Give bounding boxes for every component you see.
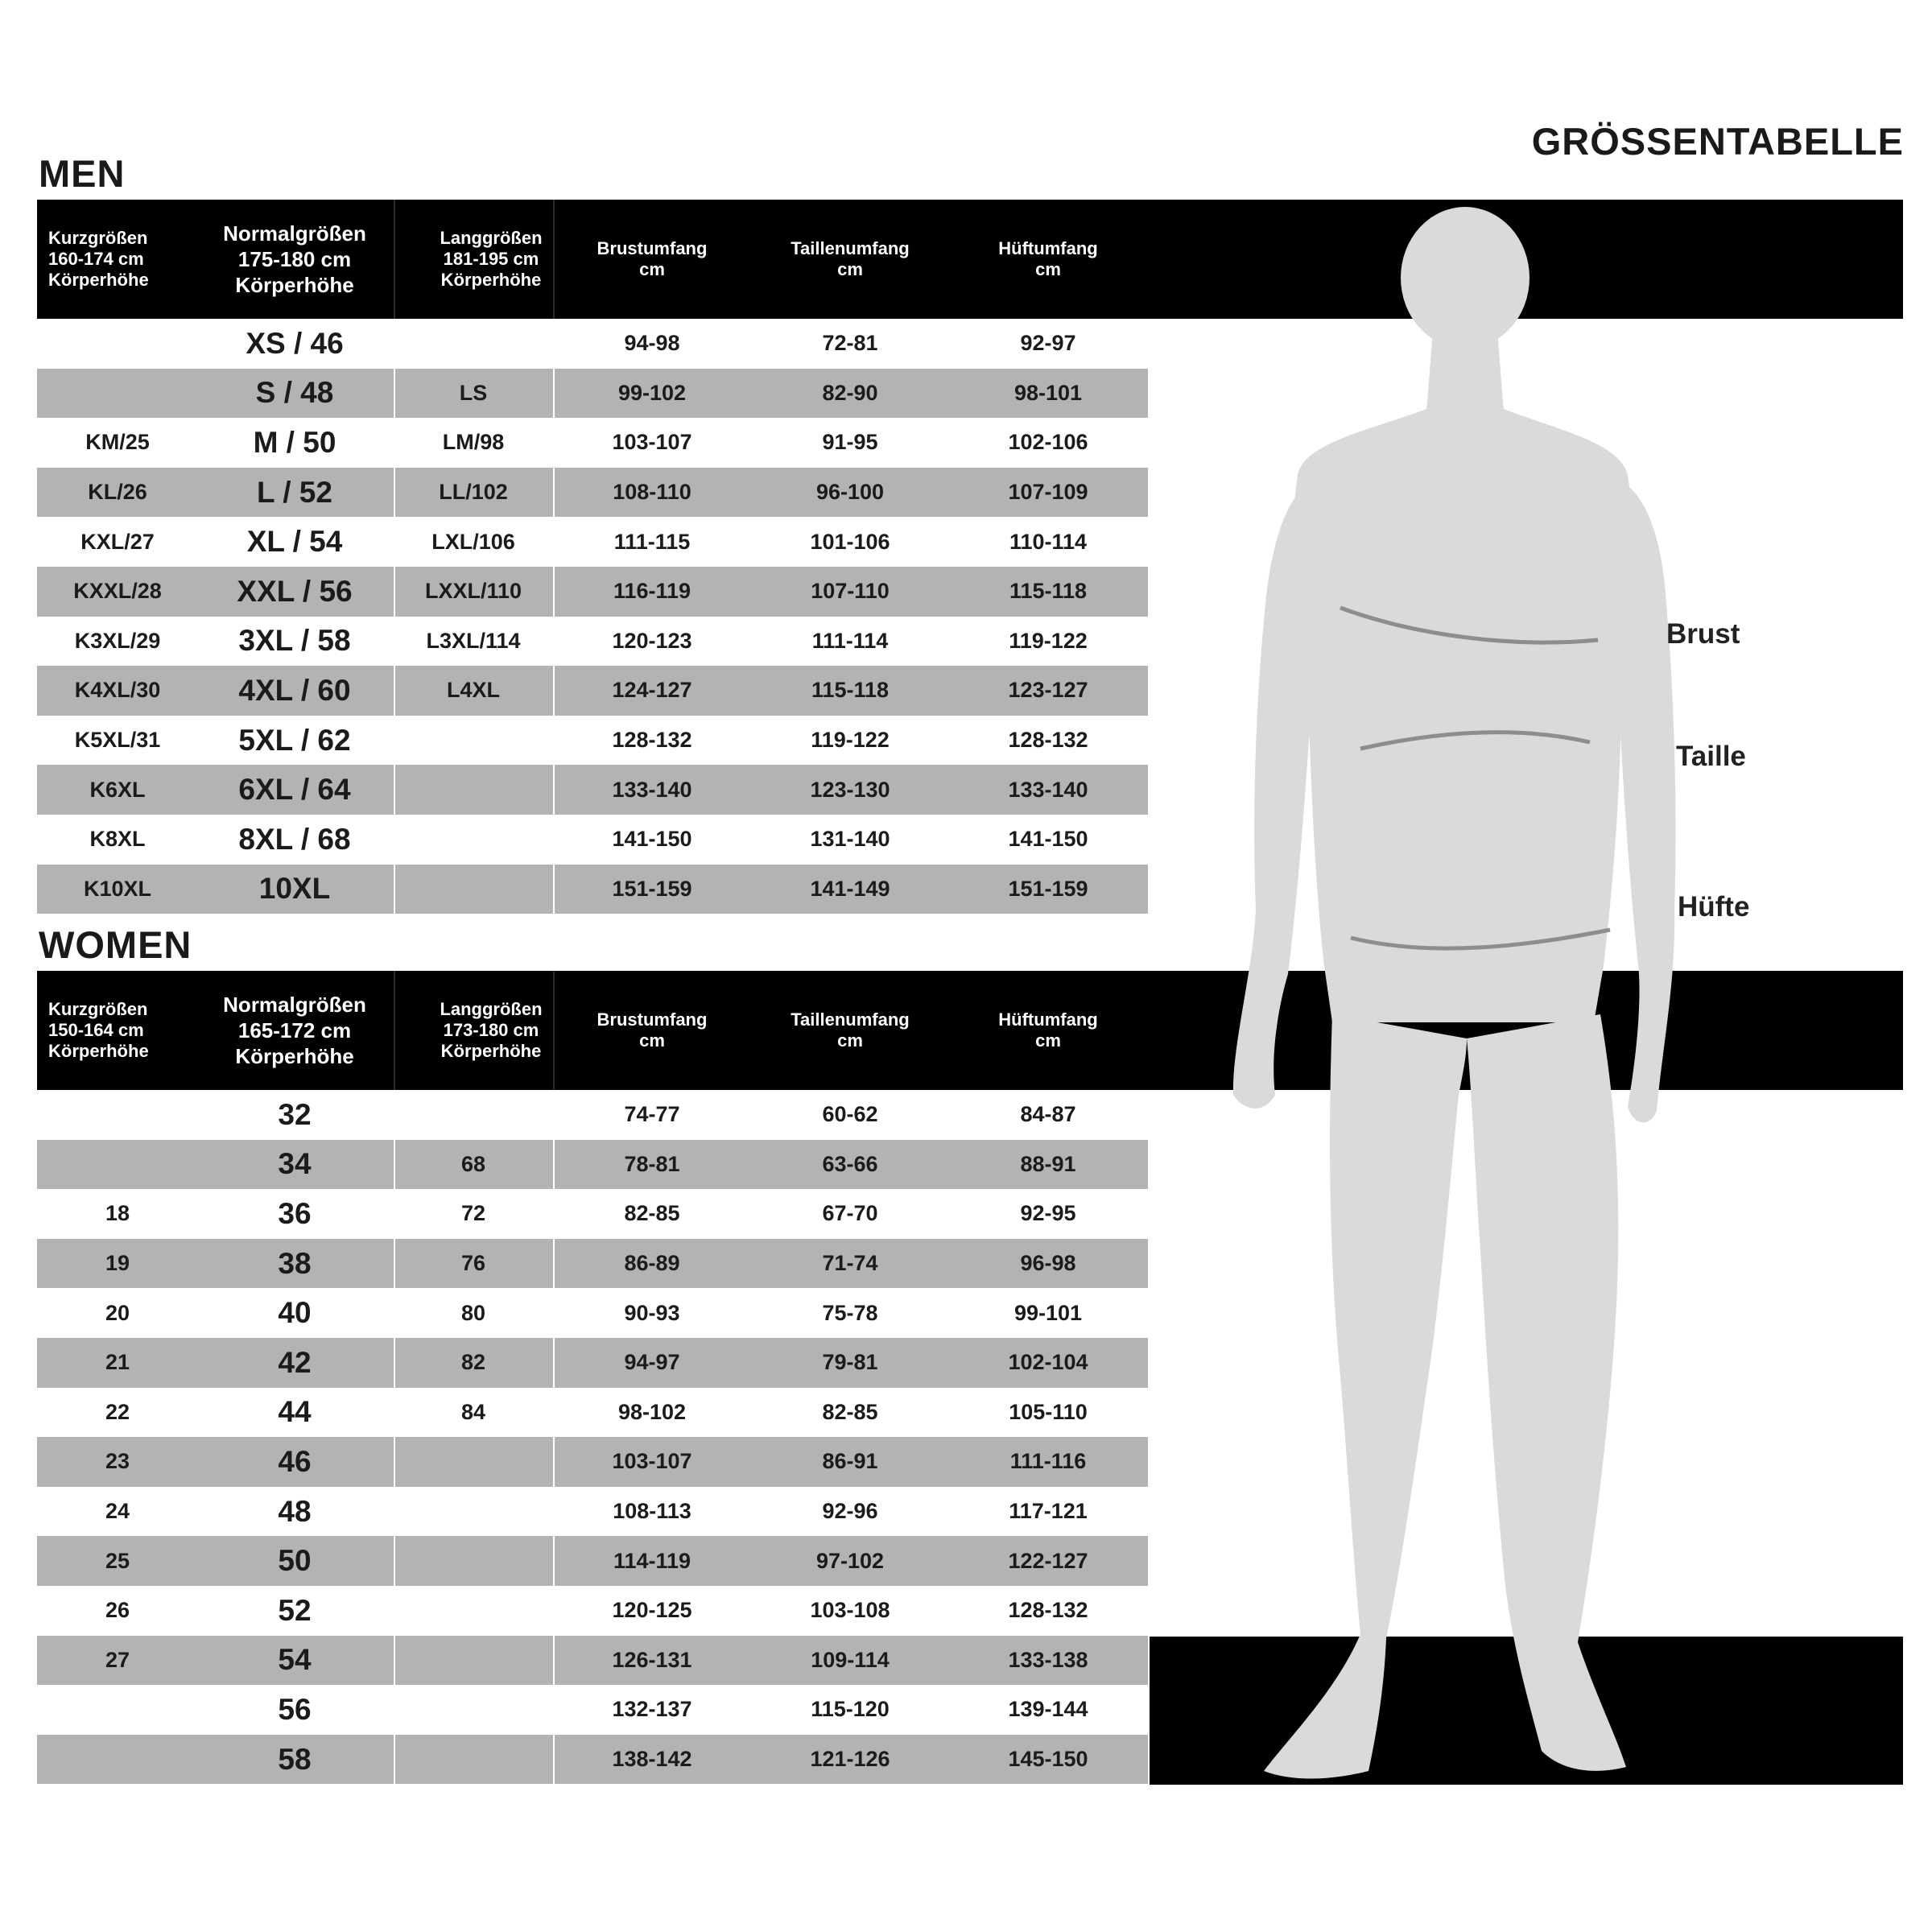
women-cell-col-4: 78-81 <box>624 1151 680 1176</box>
women-column-separator <box>553 1536 555 1586</box>
men-cell-col-6: 102-106 <box>1008 430 1088 455</box>
men-cell-col-5: 82-90 <box>822 380 878 405</box>
men-table-row <box>37 617 1148 667</box>
men-cell-col-3: LL/102 <box>439 480 508 505</box>
men-cell-col-2: S / 48 <box>255 376 334 410</box>
women-cell-col-6: 105-110 <box>1009 1399 1088 1424</box>
women-header-line: 150-164 cm <box>48 1020 144 1040</box>
men-cell-col-3 <box>377 319 570 369</box>
women-cell-col-3 <box>377 1685 570 1735</box>
men-cell-col-6: 107-109 <box>1008 480 1088 505</box>
women-cell-col-6: 128-132 <box>1008 1598 1088 1623</box>
men-cell-col-6: 128-132 <box>1008 728 1088 753</box>
men-header-line: Langgrößen <box>440 228 543 248</box>
men-cell-col-3: LS <box>459 380 488 405</box>
women-header-line: cm <box>1035 1030 1061 1051</box>
women-cell-col-3 <box>377 1437 570 1487</box>
men-cell-col-5: 119-122 <box>811 728 890 753</box>
women-cell-col-5: 67-70 <box>822 1201 878 1226</box>
women-cell-col-2: 54 <box>278 1643 312 1677</box>
men-cell-col-1: K3XL/29 <box>74 628 161 653</box>
men-cell-col-5: 91-95 <box>822 430 878 455</box>
women-cell-col-1: 25 <box>105 1548 130 1573</box>
women-cell-col-2: 36 <box>278 1196 312 1230</box>
men-cell-col-6: 141-150 <box>1008 827 1088 852</box>
men-cell-col-2: 4XL / 60 <box>238 673 351 707</box>
men-table-row <box>37 319 1148 369</box>
men-cell-col-4: 111-115 <box>613 529 691 554</box>
women-cell-col-1: 24 <box>105 1499 130 1524</box>
women-cell-col-6: 102-104 <box>1008 1350 1088 1375</box>
women-table-row <box>37 1487 1148 1537</box>
women-cell-col-6: 84-87 <box>1020 1102 1076 1127</box>
women-header-separator <box>553 971 555 1090</box>
men-header-separator <box>394 200 395 319</box>
hip-label: Hüfte <box>1678 891 1750 923</box>
men-cell-col-1: KM/25 <box>85 430 150 455</box>
women-cell-col-4: 86-89 <box>624 1251 680 1276</box>
women-cell-col-6: 139-144 <box>1008 1697 1088 1722</box>
men-column-separator <box>553 369 555 419</box>
men-cell-col-3 <box>377 865 570 914</box>
women-table-row <box>37 1586 1148 1636</box>
men-cell-col-6: 115-118 <box>1009 579 1088 604</box>
women-cell-col-1: 22 <box>105 1399 130 1424</box>
women-section-title: WOMEN <box>39 923 192 966</box>
women-header-col-6 <box>927 971 1169 1090</box>
women-cell-col-1: 21 <box>105 1350 130 1375</box>
men-table-row <box>37 468 1148 518</box>
men-cell-col-5: 96-100 <box>815 480 885 505</box>
women-cell-col-6: 96-98 <box>1020 1251 1076 1276</box>
women-cell-col-6: 88-91 <box>1020 1151 1076 1176</box>
men-table-row <box>37 517 1148 567</box>
men-cell-col-4: 151-159 <box>612 876 692 901</box>
women-header-line: 173-180 cm <box>443 1020 539 1040</box>
men-cell-col-1: K8XL <box>89 827 146 852</box>
men-cell-col-2: 3XL / 58 <box>238 624 351 658</box>
men-table-body <box>37 319 1148 914</box>
men-cell-col-1: K6XL <box>89 777 146 802</box>
men-header-line: Körperhöhe <box>48 270 149 290</box>
women-table-row <box>37 1735 1148 1785</box>
women-cell-col-2: 40 <box>278 1296 312 1330</box>
men-cell-col-3 <box>377 815 570 865</box>
men-cell-col-1: KXXL/28 <box>73 579 162 604</box>
men-header-line: Hüftumfang <box>998 238 1098 258</box>
men-cell-col-2: 10XL <box>258 872 331 906</box>
women-table-row <box>37 1140 1148 1190</box>
men-header-line: Körperhöhe <box>440 270 542 290</box>
women-header-line: cm <box>837 1030 863 1051</box>
waist-label: Taille <box>1676 741 1746 772</box>
men-header-line: 160-174 cm <box>48 249 144 269</box>
women-cell-col-5: 60-62 <box>822 1102 878 1127</box>
women-cell-col-3 <box>377 1586 570 1636</box>
men-table-row <box>37 815 1148 865</box>
figure-left-leg <box>1264 1014 1467 1778</box>
women-column-separator <box>553 1437 555 1487</box>
men-cell-col-3: LXXL/110 <box>424 579 522 604</box>
men-cell-col-4: 116-119 <box>613 579 691 604</box>
men-column-separator <box>394 369 395 419</box>
women-cell-col-1: 18 <box>105 1201 130 1226</box>
men-cell-col-5: 107-110 <box>811 579 890 604</box>
women-cell-col-2: 34 <box>278 1147 312 1181</box>
women-cell-col-3: 80 <box>460 1300 486 1325</box>
men-column-separator <box>553 666 555 716</box>
women-table-row <box>37 1388 1148 1438</box>
men-column-separator <box>394 666 395 716</box>
men-column-separator <box>553 765 555 815</box>
men-cell-col-3: LXL/106 <box>431 529 515 554</box>
men-cell-col-2: M / 50 <box>253 425 336 459</box>
women-cell-col-5: 103-108 <box>810 1598 890 1623</box>
women-header-line: Körperhöhe <box>235 1044 354 1068</box>
women-cell-col-4: 103-107 <box>612 1449 692 1474</box>
page-title: GRÖSSENTABELLE <box>1531 120 1904 163</box>
women-cell-col-3: 84 <box>460 1399 486 1424</box>
men-cell-col-3 <box>377 716 570 766</box>
men-cell-col-4: 103-107 <box>612 430 692 455</box>
men-column-separator <box>394 765 395 815</box>
women-cell-col-4: 126-131 <box>612 1647 692 1672</box>
women-cell-col-1 <box>21 1090 214 1140</box>
men-cell-col-2: 8XL / 68 <box>238 822 351 856</box>
women-column-separator <box>553 1140 555 1190</box>
men-cell-col-6: 151-159 <box>1008 876 1088 901</box>
women-cell-col-5: 82-85 <box>822 1399 878 1424</box>
women-cell-col-6: 145-150 <box>1008 1747 1088 1772</box>
women-cell-col-3 <box>377 1536 570 1586</box>
men-header-line: Körperhöhe <box>235 273 354 297</box>
women-cell-col-3: 82 <box>460 1350 486 1375</box>
women-cell-col-4: 98-102 <box>617 1399 687 1424</box>
men-table-row <box>37 418 1148 468</box>
men-table-row <box>37 666 1148 716</box>
men-cell-col-5: 72-81 <box>822 331 878 356</box>
women-cell-col-1: 20 <box>105 1300 130 1325</box>
men-cell-col-5: 131-140 <box>810 827 890 852</box>
women-table-row <box>37 1239 1148 1289</box>
women-cell-col-5: 75-78 <box>822 1300 878 1325</box>
women-table-row <box>37 1536 1148 1586</box>
women-cell-col-2: 42 <box>278 1345 312 1379</box>
women-cell-col-1: 26 <box>105 1598 130 1623</box>
women-header-line: Taillenumfang <box>791 1009 910 1030</box>
women-cell-col-5: 71-74 <box>822 1251 878 1276</box>
women-cell-col-2: 48 <box>278 1494 312 1528</box>
women-cell-col-6: 122-127 <box>1008 1548 1088 1573</box>
women-header-line: 165-172 cm <box>237 1018 352 1042</box>
women-cell-col-4: 90-93 <box>624 1300 680 1325</box>
women-cell-col-5: 86-91 <box>822 1449 878 1474</box>
men-header-separator <box>553 200 555 319</box>
women-cell-col-5: 121-126 <box>810 1747 890 1772</box>
women-cell-col-2: 50 <box>278 1544 312 1578</box>
men-header-line: 181-195 cm <box>443 249 539 269</box>
women-cell-col-5: 63-66 <box>822 1151 878 1176</box>
men-header-line: cm <box>1035 259 1061 279</box>
figure-right-arm <box>1616 479 1676 1122</box>
men-header-col-6 <box>927 200 1169 319</box>
men-cell-col-1: K10XL <box>83 876 152 901</box>
men-table-row <box>37 567 1148 617</box>
women-cell-col-4: 82-85 <box>624 1201 680 1226</box>
women-cell-col-6: 117-121 <box>1009 1499 1088 1524</box>
women-cell-col-2: 44 <box>278 1395 312 1429</box>
women-column-separator <box>553 1735 555 1785</box>
men-column-separator <box>553 865 555 914</box>
men-cell-col-5: 101-106 <box>810 529 890 554</box>
women-header-line: Normalgrößen <box>223 993 366 1017</box>
men-header-line: Brustumfang <box>597 238 708 258</box>
women-cell-col-5: 92-96 <box>822 1499 878 1524</box>
women-cell-col-4: 114-119 <box>613 1548 691 1573</box>
men-cell-col-4: 99-102 <box>617 380 687 405</box>
men-cell-col-6: 119-122 <box>1009 628 1088 653</box>
women-header-line: Hüftumfang <box>998 1009 1098 1030</box>
men-cell-col-2: 6XL / 64 <box>238 773 351 807</box>
women-cell-col-5: 97-102 <box>815 1548 885 1573</box>
men-header-col-1 <box>48 200 149 319</box>
figure-left-arm <box>1233 479 1316 1108</box>
men-cell-col-4: 120-123 <box>612 628 692 653</box>
women-cell-col-3: 72 <box>460 1201 486 1226</box>
women-cell-col-1: 23 <box>105 1449 130 1474</box>
men-cell-col-2: XS / 46 <box>246 326 344 360</box>
men-cell-col-1 <box>21 319 214 369</box>
men-cell-col-6: 98-101 <box>1013 380 1083 405</box>
men-header-line: 175-180 cm <box>237 247 352 271</box>
men-column-separator <box>394 468 395 518</box>
women-cell-col-3 <box>377 1636 570 1686</box>
women-cell-col-6: 92-95 <box>1020 1201 1076 1226</box>
men-cell-col-2: L / 52 <box>257 475 332 509</box>
men-cell-col-1: KXL/27 <box>80 529 155 554</box>
women-table-body <box>37 1090 1148 1784</box>
women-header-line: Körperhöhe <box>440 1041 542 1061</box>
men-table-row <box>37 865 1148 914</box>
women-cell-col-3 <box>377 1090 570 1140</box>
men-header-line: Kurzgrößen <box>48 228 148 248</box>
women-cell-col-4: 138-142 <box>612 1747 692 1772</box>
women-column-separator <box>553 1338 555 1388</box>
women-cell-col-1 <box>21 1735 214 1785</box>
men-table-row <box>37 765 1148 815</box>
men-header-line: cm <box>639 259 665 279</box>
chest-label: Brust <box>1666 618 1740 650</box>
men-cell-col-6: 123-127 <box>1008 678 1088 703</box>
men-column-separator <box>394 567 395 617</box>
women-column-separator <box>394 1636 395 1686</box>
men-cell-col-1: KL/26 <box>88 480 147 505</box>
women-column-separator <box>553 1636 555 1686</box>
men-table-row <box>37 716 1148 766</box>
women-cell-col-6: 99-101 <box>1013 1300 1083 1325</box>
women-cell-col-1: 19 <box>105 1251 130 1276</box>
figure-neck <box>1426 330 1504 412</box>
men-cell-col-3 <box>377 765 570 815</box>
women-cell-col-6: 111-116 <box>1009 1449 1087 1474</box>
figure-right-leg <box>1467 1014 1626 1771</box>
women-cell-col-2: 56 <box>278 1692 312 1726</box>
women-column-separator <box>394 1338 395 1388</box>
women-cell-col-5: 115-120 <box>811 1697 890 1722</box>
women-cell-col-5: 79-81 <box>822 1350 878 1375</box>
women-table-row <box>37 1636 1148 1686</box>
women-cell-col-3: 68 <box>460 1151 486 1176</box>
men-cell-col-1: K5XL/31 <box>74 728 161 753</box>
men-cell-col-4: 124-127 <box>612 678 692 703</box>
men-cell-col-5: 123-130 <box>810 777 890 802</box>
body-figure-illustration <box>1175 201 1739 1811</box>
women-cell-col-4: 132-137 <box>612 1697 692 1722</box>
women-cell-col-5: 109-114 <box>811 1647 890 1672</box>
women-table-row <box>37 1090 1148 1140</box>
men-section-title: MEN <box>39 152 126 195</box>
women-table-row <box>37 1685 1148 1735</box>
men-cell-col-4: 108-110 <box>613 480 691 505</box>
women-header-col-1 <box>48 971 149 1090</box>
men-column-separator <box>553 468 555 518</box>
women-cell-col-1 <box>21 1140 214 1190</box>
men-cell-col-5: 111-114 <box>811 628 889 653</box>
women-column-separator <box>394 1735 395 1785</box>
men-cell-col-6: 92-97 <box>1020 331 1076 356</box>
women-cell-col-2: 46 <box>278 1444 312 1478</box>
men-column-separator <box>394 865 395 914</box>
figure-head <box>1401 207 1530 349</box>
women-column-separator <box>394 1239 395 1289</box>
women-header-separator <box>394 971 395 1090</box>
women-cell-col-3: 76 <box>460 1251 486 1276</box>
figure-torso <box>1294 409 1633 1022</box>
women-cell-col-2: 32 <box>278 1097 312 1131</box>
women-cell-col-2: 38 <box>278 1246 312 1280</box>
women-cell-col-4: 94-97 <box>624 1350 680 1375</box>
men-cell-col-1: K4XL/30 <box>74 678 161 703</box>
women-table-row <box>37 1189 1148 1239</box>
women-cell-col-3 <box>377 1487 570 1537</box>
women-column-separator <box>394 1140 395 1190</box>
men-cell-col-2: 5XL / 62 <box>238 723 351 757</box>
men-cell-col-4: 133-140 <box>612 777 692 802</box>
men-header-line: Normalgrößen <box>223 221 366 246</box>
women-table-row <box>37 1437 1148 1487</box>
women-table-row <box>37 1288 1148 1338</box>
men-cell-col-6: 133-140 <box>1008 777 1088 802</box>
men-cell-col-1 <box>21 369 214 419</box>
women-cell-col-1: 27 <box>105 1647 130 1672</box>
men-header-line: Taillenumfang <box>791 238 910 258</box>
men-cell-col-3: L3XL/114 <box>426 628 521 653</box>
men-header-line: cm <box>837 259 863 279</box>
women-header-line: Kurzgrößen <box>48 999 148 1019</box>
women-cell-col-4: 74-77 <box>624 1102 680 1127</box>
men-cell-col-3: L4XL <box>446 678 500 703</box>
men-cell-col-5: 115-118 <box>811 678 890 703</box>
men-cell-col-4: 94-98 <box>624 331 680 356</box>
women-header-line: Langgrößen <box>440 999 543 1019</box>
women-table-row <box>37 1338 1148 1388</box>
women-column-separator <box>553 1239 555 1289</box>
men-cell-col-4: 141-150 <box>612 827 692 852</box>
women-cell-col-4: 108-113 <box>613 1499 691 1524</box>
men-cell-col-4: 128-132 <box>612 728 692 753</box>
men-cell-col-2: XXL / 56 <box>237 574 353 608</box>
men-cell-col-5: 141-149 <box>810 876 890 901</box>
women-cell-col-2: 52 <box>278 1593 312 1627</box>
men-cell-col-6: 110-114 <box>1009 529 1088 554</box>
women-cell-col-6: 133-138 <box>1008 1647 1088 1672</box>
women-header-line: cm <box>639 1030 665 1051</box>
women-header-line: Brustumfang <box>597 1009 708 1030</box>
men-table-row <box>37 369 1148 419</box>
women-header-line: Körperhöhe <box>48 1041 149 1061</box>
women-cell-col-1 <box>21 1685 214 1735</box>
men-column-separator <box>553 567 555 617</box>
women-cell-col-4: 120-125 <box>612 1598 692 1623</box>
women-cell-col-2: 58 <box>278 1742 312 1776</box>
women-cell-col-3 <box>377 1735 570 1785</box>
men-cell-col-2: XL / 54 <box>246 525 343 559</box>
men-cell-col-3: LM/98 <box>442 430 505 455</box>
women-column-separator <box>394 1437 395 1487</box>
women-column-separator <box>394 1536 395 1586</box>
